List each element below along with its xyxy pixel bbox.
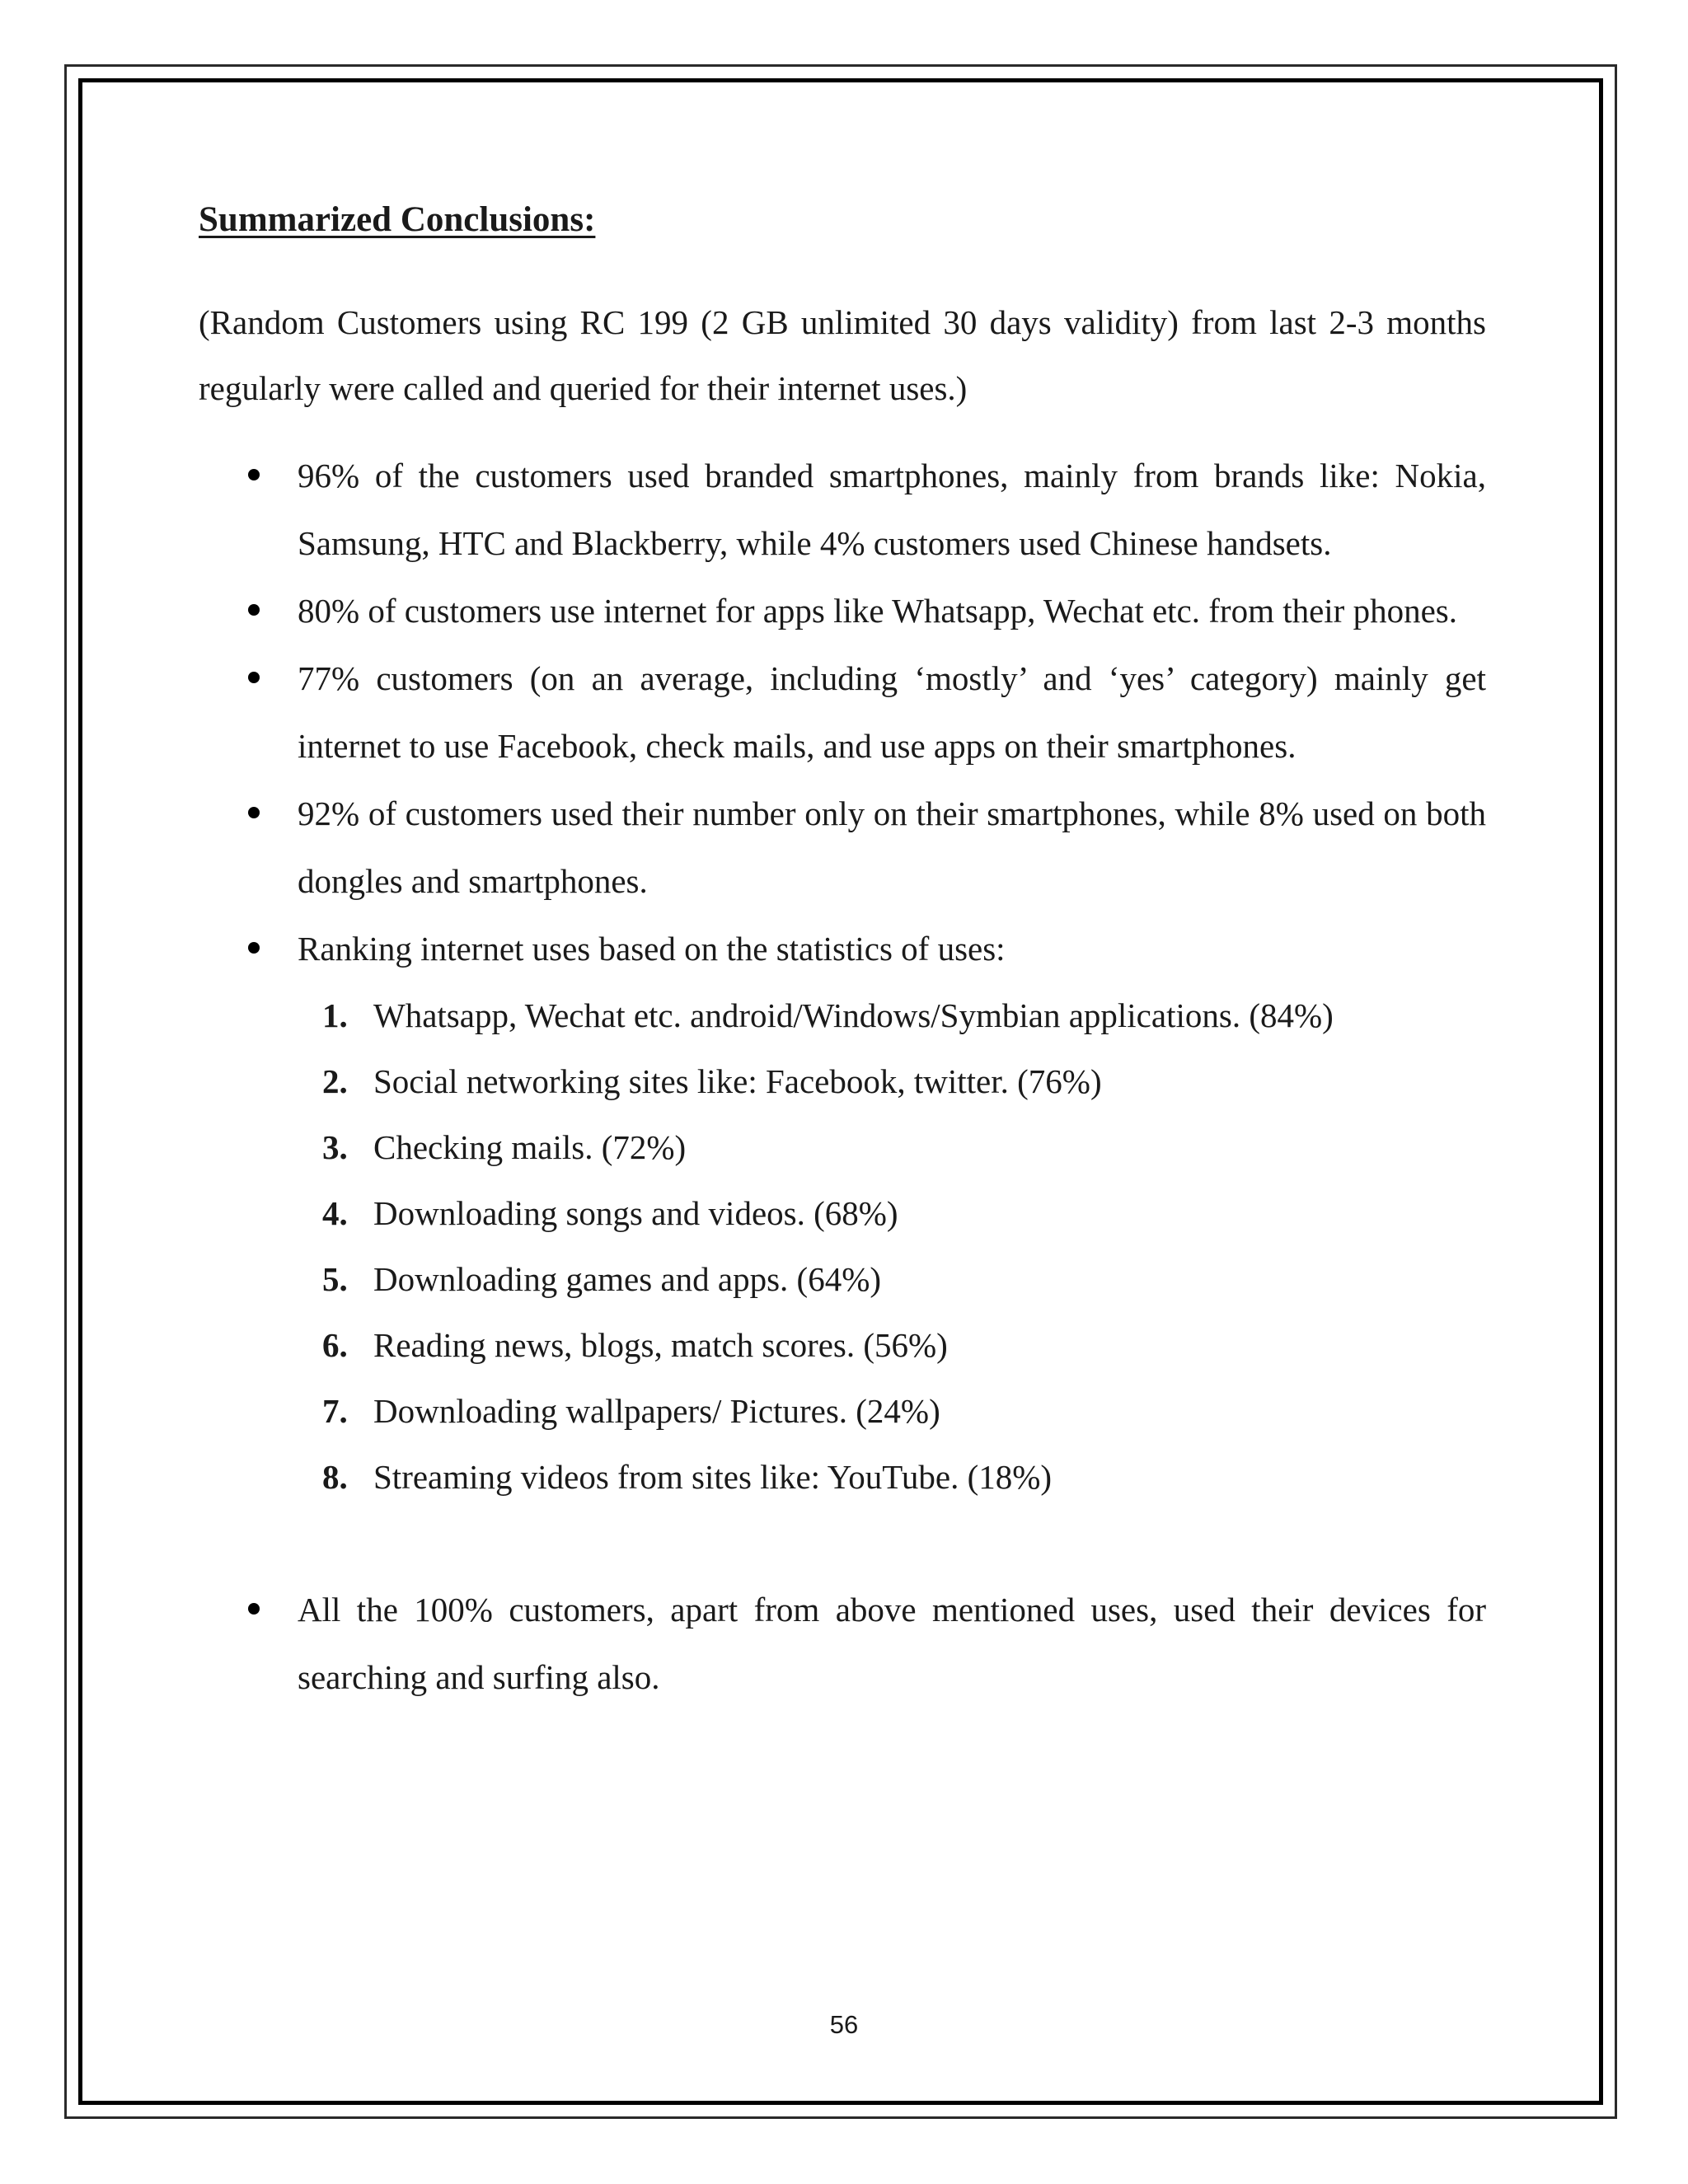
- bullet-text: All the 100% customers, apart from above mentioned uses, used their devices for searching and surfing also.: [298, 1591, 1486, 1696]
- ranking-number: 4.: [322, 1194, 348, 1232]
- ranking-item: [298, 1378, 1486, 1444]
- ranking-item: [298, 1048, 1486, 1114]
- bullet-text: Ranking internet uses based on the statistics of uses:: [298, 930, 1006, 968]
- ranking-item: [298, 982, 1486, 1048]
- ranking-text: Social networking sites like: Facebook, twitter. (76%): [373, 1062, 1102, 1100]
- ranking-list: [298, 982, 1486, 1510]
- ranking-item: [298, 1180, 1486, 1246]
- list-item: [199, 644, 1486, 780]
- ranking-number: 7.: [322, 1392, 348, 1430]
- ranking-number: 8.: [322, 1458, 348, 1496]
- ranking-number: 3.: [322, 1128, 348, 1166]
- list-item: [199, 577, 1486, 644]
- bullet-icon: [248, 807, 260, 818]
- ranking-text: Downloading wallpapers/ Pictures. (24%): [373, 1392, 940, 1430]
- ranking-text: Downloading games and apps. (64%): [373, 1260, 882, 1298]
- list-item: [199, 1576, 1486, 1711]
- bullet-text: 92% of customers used their number only on their smartphones, while 8% used on both dongles and smartphones.: [298, 794, 1486, 900]
- ranking-item: [298, 1114, 1486, 1180]
- ranking-item: [298, 1312, 1486, 1378]
- ranking-text: Checking mails. (72%): [373, 1128, 687, 1166]
- ranking-text: Downloading songs and videos. (68%): [373, 1194, 898, 1232]
- section-title: Summarized Conclusions:: [199, 200, 596, 239]
- bullet-text: 80% of customers use internet for apps like Whatsapp, Wechat etc. from their phones.: [298, 592, 1457, 630]
- bullet-icon: [248, 1603, 260, 1615]
- ranking-number: 2.: [322, 1062, 348, 1100]
- intro-paragraph: (Random Customers using RC 199 (2 GB unlimited 30 days validity) from last 2-3 months regularly were called and queried for their internet uses.): [199, 303, 1486, 407]
- bullet-icon: [248, 469, 260, 480]
- page-number: 56: [829, 2010, 859, 2039]
- list-item: [199, 780, 1486, 915]
- ranking-text: Whatsapp, Wechat etc. android/Windows/Symbian applications. (84%): [373, 996, 1334, 1034]
- ranking-item: [298, 1444, 1486, 1510]
- ranking-text: Reading news, blogs, match scores. (56%): [373, 1326, 948, 1364]
- bullet-icon: [248, 604, 260, 616]
- conclusions-list: [199, 442, 1486, 1711]
- ranking-text: Streaming videos from sites like: YouTube. (18%): [373, 1458, 1053, 1496]
- list-item: [199, 442, 1486, 577]
- ranking-item: [298, 1246, 1486, 1312]
- ranking-number: 1.: [322, 996, 348, 1034]
- bullet-text: 77% customers (on an average, including ‘mostly’ and ‘yes’ category) mainly get internet to use Facebook, check mails, and use apps on their smartphones.: [298, 659, 1486, 765]
- bullet-text: 96% of the customers used branded smartphones, mainly from brands like: Nokia, Samsung, HTC and Blackberry, while 4% customers used Chinese handsets.: [298, 457, 1486, 562]
- bullet-icon: [248, 672, 260, 683]
- list-item: [199, 915, 1486, 1510]
- ranking-number: 5.: [322, 1260, 348, 1298]
- bullet-icon: [248, 942, 260, 954]
- ranking-number: 6.: [322, 1326, 348, 1364]
